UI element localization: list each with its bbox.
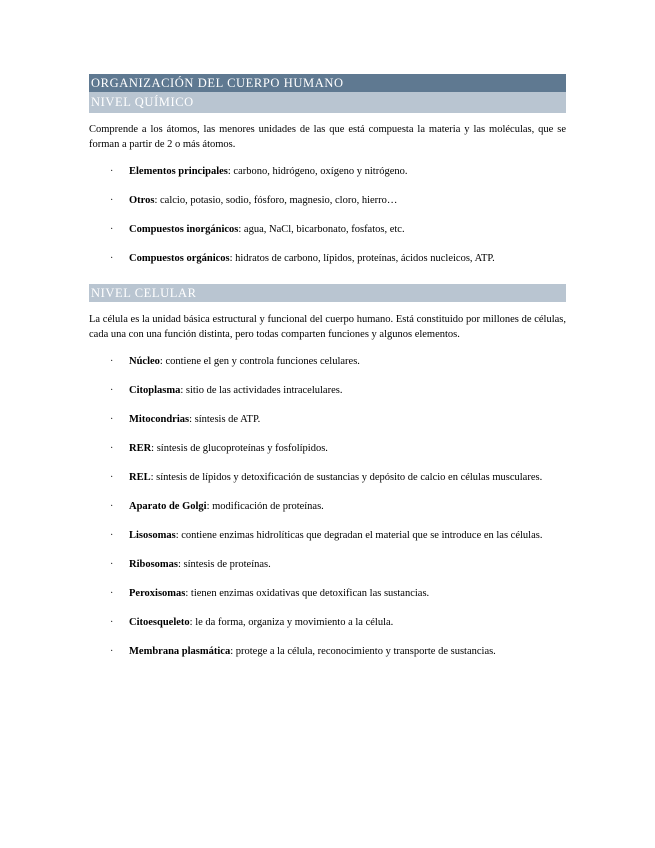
list-item (89, 222, 566, 237)
document-content (89, 74, 566, 659)
document-title: ORGANIZACIÓN DEL CUERPO HUMANO (89, 74, 566, 92)
bullet-icon: · (110, 195, 114, 206)
item-desc: : hidratos de carbono, lípidos, proteínas, ácidos nucleicos, ATP. (229, 253, 495, 264)
list-item (89, 251, 566, 266)
list-item (89, 412, 566, 427)
list-item (89, 383, 566, 398)
bullet-icon: · (110, 472, 114, 483)
item-term: Membrana plasmática (129, 646, 231, 657)
item-term: Lisosomas (129, 530, 176, 541)
bullet-icon: · (110, 414, 114, 425)
item-term: Núcleo (129, 356, 160, 367)
item-term: Aparato de Golgi (129, 501, 207, 512)
item-term: RER (129, 443, 152, 454)
list-quimico (89, 164, 566, 266)
item-desc: : calcio, potasio, sodio, fósforo, magnesio, cloro, hierro… (154, 195, 398, 206)
item-term: Elementos principales (129, 166, 228, 177)
list-item (89, 499, 566, 514)
section-intro-quimico: Comprende a los átomos, las menores unidades de las que está compuesta la materia y las moléculas, que se forman a partir de 2 o más átomos. (89, 124, 566, 150)
item-term: Otros (129, 195, 155, 206)
section-heading-quimico: NIVEL QUÍMICO (89, 92, 566, 113)
item-desc: : le da forma, organiza y movimiento a la célula. (189, 617, 394, 628)
item-term: REL (129, 472, 151, 483)
bullet-icon: · (110, 253, 114, 264)
bullet-icon: · (110, 443, 114, 454)
list-item (89, 644, 566, 659)
item-term: Citoesqueleto (129, 617, 190, 628)
item-term: Citoplasma (129, 385, 181, 396)
list-celular (89, 354, 566, 659)
item-desc: : modificación de proteínas. (206, 501, 324, 512)
list-item (89, 528, 566, 543)
item-desc: : síntesis de glucoproteínas y fosfolípidos. (151, 443, 328, 454)
item-term: Compuestos orgánicos (129, 253, 230, 264)
bullet-icon: · (110, 530, 114, 541)
list-item (89, 354, 566, 369)
bullet-icon: · (110, 166, 114, 177)
list-item (89, 441, 566, 456)
list-item (89, 470, 566, 485)
bullet-icon: · (110, 646, 114, 657)
bullet-icon: · (110, 385, 114, 396)
item-desc: : contiene el gen y controla funciones celulares. (159, 356, 360, 367)
item-desc: : síntesis de lípidos y detoxificación de sustancias y depósito de calcio en células musculares. (150, 472, 543, 483)
section-intro-celular: La célula es la unidad básica estructural y funcional del cuerpo humano. Está constituido por millones de células, cada una con una función distinta, pero todas comparten funciones y algunos elementos. (89, 314, 566, 340)
item-term: Ribosomas (129, 559, 179, 570)
item-desc: : tienen enzimas oxidativas que detoxifican las sustancias. (185, 588, 430, 599)
list-item (89, 615, 566, 630)
item-desc: : contiene enzimas hidrolíticas que degradan el material que se introduce en las células. (175, 530, 543, 541)
item-desc: : síntesis de ATP. (189, 414, 261, 425)
bullet-icon: · (110, 588, 114, 599)
item-desc: : protege a la célula, reconocimiento y transporte de sustancias. (230, 646, 496, 657)
item-term: Peroxisomas (129, 588, 186, 599)
item-term: Mitocondrias (129, 414, 190, 425)
item-desc: : síntesis de proteínas. (178, 559, 271, 570)
list-item (89, 586, 566, 601)
bullet-icon: · (110, 224, 114, 235)
item-term: Compuestos inorgánicos (129, 224, 239, 235)
list-item (89, 193, 566, 208)
section-heading-celular: NIVEL CELULAR (89, 284, 566, 302)
bullet-icon: · (110, 356, 114, 367)
item-desc: : agua, NaCl, bicarbonato, fosfatos, etc. (238, 224, 405, 235)
bullet-icon: · (110, 501, 114, 512)
item-desc: : carbono, hidrógeno, oxígeno y nitrógeno. (227, 166, 408, 177)
list-item (89, 557, 566, 572)
item-desc: : sitio de las actividades intracelulares. (180, 385, 343, 396)
list-item (89, 164, 566, 179)
bullet-icon: · (110, 617, 114, 628)
bullet-icon: · (110, 559, 114, 570)
